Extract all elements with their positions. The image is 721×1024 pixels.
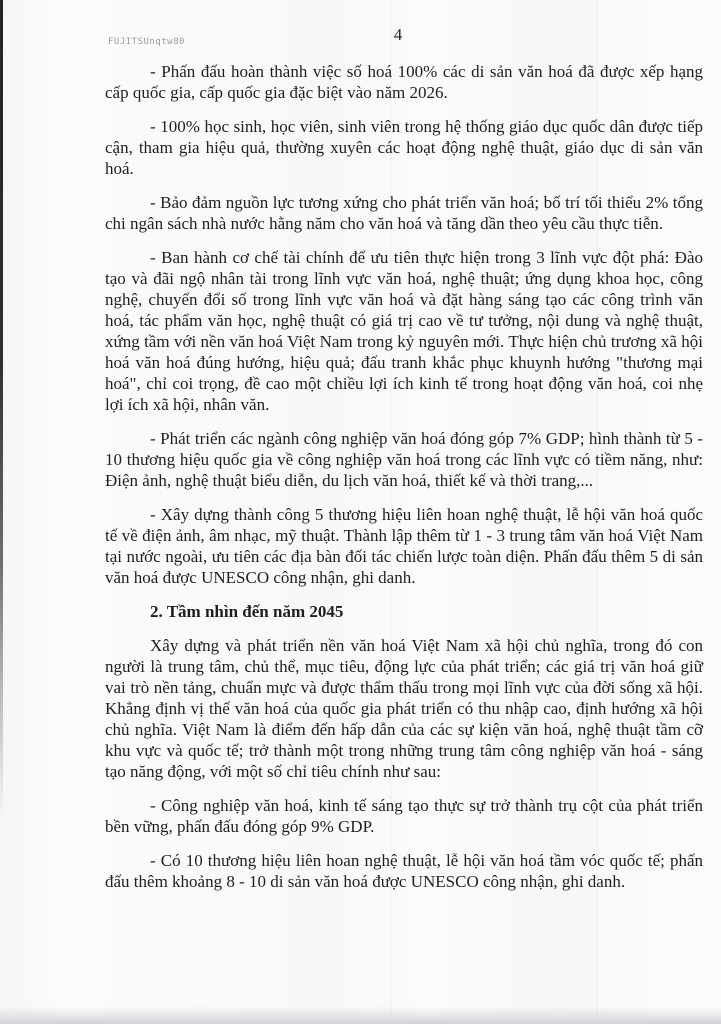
section-heading: 2. Tầm nhìn đến năm 2045 <box>150 602 344 621</box>
paragraph: - Bảo đảm nguồn lực tương xứng cho phát triển văn hoá; bố trí tối thiểu 2% tổng chi ngân sách nhà nước hằng năm cho văn hoá và tăng dần theo yêu cầu thực tiễn. <box>105 193 703 233</box>
scan-bottom-edge-artifact <box>0 1006 721 1024</box>
paragraph: - Xây dựng thành công 5 thương hiệu liên hoan nghệ thuật, lễ hội văn hoá quốc tế về điện ảnh, âm nhạc, mỹ thuật. Thành lập thêm từ 1 - 3 trung tâm văn hoá Việt Nam tại nước ngoài, ưu tiên các địa bàn đối tác chiến lược toàn diện. Phấn đấu thêm 5 di sản văn hoá được UNESCO công nhận, ghi danh. <box>105 505 703 587</box>
scan-left-edge-artifact <box>0 0 3 1024</box>
paragraph: - Có 10 thương hiệu liên hoan nghệ thuật, lễ hội văn hoá tầm vóc quốc tế; phấn đấu thêm khoảng 8 - 10 di sản văn hoá được UNESCO công nhận, ghi danh. <box>105 851 703 891</box>
paragraph: - Công nghiệp văn hoá, kinh tế sáng tạo thực sự trở thành trụ cột của phát triển bền vững, phấn đấu đóng góp 9% GDP. <box>105 796 703 836</box>
page-number: 4 <box>393 25 403 44</box>
document-body <box>105 61 703 905</box>
paragraph: Xây dựng và phát triển nền văn hoá Việt Nam xã hội chủ nghĩa, trong đó con người là trung tâm, chủ thể, mục tiêu, động lực của phát triển; các giá trị văn hoá giữ vai trò nền tảng, chuẩn mực và được thẩm thấu trong mọi lĩnh vực của đời sống xã hội. Khẳng định vị thế văn hoá của quốc gia phát triển có thu nhập cao, định hướng xã hội chủ nghĩa. Việt Nam là điểm đến hấp dẫn của các sự kiện văn hoá, nghệ thuật tầm cỡ khu vực và quốc tế; trở thành một trong những trung tâm công nghiệp văn hoá - sáng tạo năng động, với một số chỉ tiêu chính như sau: <box>105 636 703 781</box>
scanner-watermark: FUJITSUnqtw80 <box>108 37 185 47</box>
paragraph: - Phấn đấu hoàn thành việc số hoá 100% các di sản văn hoá đã được xếp hạng cấp quốc gia, cấp quốc gia đặc biệt vào năm 2026. <box>105 62 703 102</box>
paragraph: - 100% học sinh, học viên, sinh viên trong hệ thống giáo dục quốc dân được tiếp cận, tham gia hiệu quả, thường xuyên các hoạt động nghệ thuật, giáo dục di sản văn hoá. <box>105 117 703 178</box>
paragraph: - Ban hành cơ chế tài chính để ưu tiên thực hiện trong 3 lĩnh vực đột phá: Đào tạo và đãi ngộ nhân tài trong lĩnh vực văn hoá, nghệ thuật; ứng dụng khoa học, công nghệ, chuyển đổi số trong lĩnh vực văn hoá và đặt hàng sáng tạo các công trình văn hoá, tác phẩm văn học, nghệ thuật có giá trị cao về tư tưởng, nội dung và nghệ thuật, xứng tầm với nền văn hoá Việt Nam trong kỷ nguyên mới. Thực hiện chủ trương xã hội hoá văn hoá đúng hướng, hiệu quả; đấu tranh khắc phục khuynh hướng "thương mại hoá", chỉ coi trọng, đề cao một chiều lợi ích kinh tế trong hoạt động văn hoá, coi nhẹ lợi ích xã hội, nhân văn. <box>105 248 703 414</box>
paragraph: - Phát triển các ngành công nghiệp văn hoá đóng góp 7% GDP; hình thành từ 5 - 10 thương hiệu quốc gia về công nghiệp văn hoá trong các lĩnh vực có tiềm năng, như: Điện ảnh, nghệ thuật biểu diễn, du lịch văn hoá, thiết kế và thời trang,... <box>105 429 703 490</box>
